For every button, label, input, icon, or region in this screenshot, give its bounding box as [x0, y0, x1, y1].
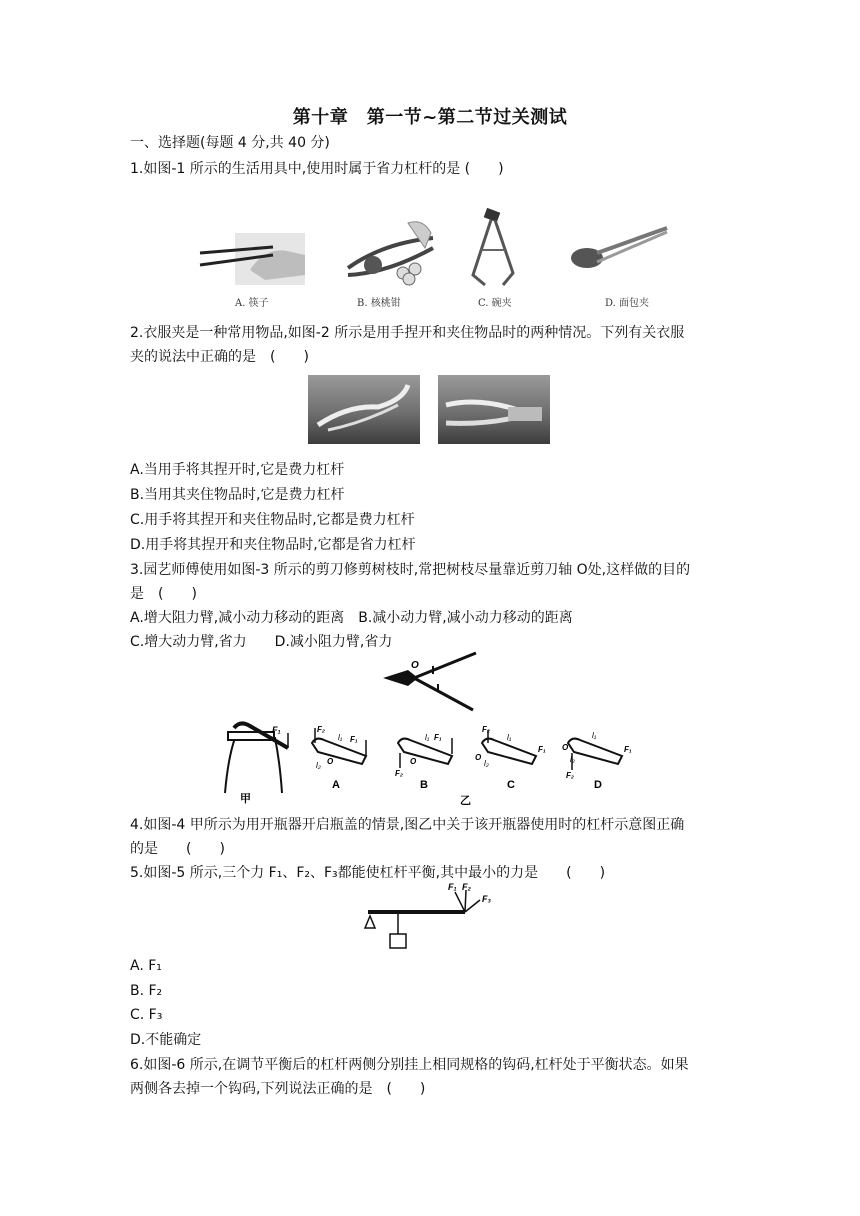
q3-stem-line2: 是 ( ): [130, 586, 197, 602]
q1-caption-a: A. 筷子: [235, 298, 269, 309]
svg-text:F₁: F₁: [350, 735, 358, 744]
q1-figure: [195, 205, 675, 310]
f3-label: F₃: [482, 894, 491, 904]
q1-caption-d: D. 面包夹: [605, 298, 650, 309]
q1-caption-c: C. 碗夹: [478, 298, 512, 309]
q6-stem-line1: 6.如图-6 所示,在调节平衡后的杠杆两侧分别挂上相同规格的钩码,杠杆处于平衡状态。如果: [130, 1057, 689, 1073]
svg-text:O: O: [410, 757, 417, 766]
svg-text:O: O: [475, 753, 482, 762]
bottle-opener-scene: [225, 723, 288, 793]
q2-stem-line2: 夹的说法中正确的是 ( ): [130, 349, 309, 365]
label-c: C: [507, 779, 515, 791]
svg-text:F₂: F₂: [566, 771, 574, 780]
q3-options-line1: A.增大阻力臂,减小动力移动的距离 B.减小动力臂,减小动力移动的距离: [130, 610, 573, 626]
label-yi: 乙: [460, 795, 471, 807]
diagram-c: [475, 725, 546, 791]
lever-three-forces-figure: [360, 880, 510, 950]
pivot-o-label: O: [411, 660, 419, 671]
svg-text:F₁: F₁: [272, 725, 281, 735]
f2-label: F₂: [462, 882, 471, 892]
svg-text:F₂: F₂: [482, 725, 490, 734]
label-b: B: [420, 779, 428, 791]
q3-options-line2: C.增大动力臂,省力 D.减小阻力臂,省力: [130, 634, 393, 650]
q4-stem-line1: 4.如图-4 甲所示为用开瓶器开启瓶盖的情景,图乙中关于该开瓶器使用时的杠杆示意图正确: [130, 817, 685, 833]
svg-text:l₁: l₁: [338, 733, 343, 742]
q3-stem-line1: 3.园艺师傅使用如图-3 所示的剪刀修剪树枝时,常把树枝尽量靠近剪刀轴 O处,这样做的目的: [130, 562, 691, 578]
svg-text:F₁: F₁: [538, 745, 546, 754]
q2-option-d: D.用手将其捏开和夹住物品时,它都是省力杠杆: [130, 537, 416, 553]
svg-text:l₁: l₁: [507, 733, 512, 742]
bread-tongs-image: [567, 220, 672, 280]
q5-option-c: C. F₃: [130, 1007, 163, 1023]
diagram-d: [562, 731, 632, 791]
q2-option-a: A.当用手将其捏开时,它是费力杠杆: [130, 462, 345, 478]
svg-text:O: O: [562, 743, 569, 752]
svg-text:l₂: l₂: [484, 759, 489, 768]
label-d: D: [594, 779, 602, 791]
label-a: A: [332, 779, 340, 791]
q5-option-d: D.不能确定: [130, 1032, 202, 1048]
q4-stem-line2: 的是 ( ): [130, 841, 225, 857]
q2-stem-line1: 2.衣服夹是一种常用物品,如图-2 所示是用手捏开和夹住物品时的两种情况。下列有关衣服: [130, 325, 685, 341]
svg-text:l₂: l₂: [316, 761, 321, 770]
bottle-opener-figure: [220, 718, 640, 808]
svg-text:l₁: l₁: [425, 733, 430, 742]
f1-label: F₁: [448, 882, 457, 892]
q2-option-c: C.用手将其捏开和夹住物品时,它都是费力杠杆: [130, 512, 415, 528]
clothespin-open-photo: [308, 375, 420, 444]
label-jia: 甲: [240, 793, 251, 805]
diagram-b: [395, 733, 452, 791]
q5-option-a: A. F₁: [130, 958, 162, 974]
q5-option-b: B. F₂: [130, 983, 163, 999]
diagram-a: [312, 725, 366, 791]
svg-text:O: O: [327, 757, 334, 766]
clothespin-clamped-photo: [438, 375, 550, 444]
svg-text:F₁: F₁: [434, 733, 442, 742]
chopsticks-image: [195, 225, 305, 285]
svg-text:l₁: l₁: [592, 731, 597, 740]
q5-stem: 5.如图-5 所示,三个力 F₁、F₂、F₃都能使杠杆平衡,其中最小的力是 ( ): [130, 865, 606, 881]
nutcracker-image: [343, 213, 438, 288]
bowl-clamp-image: [463, 205, 533, 290]
q2-option-b: B.当用其夹住物品时,它是费力杠杆: [130, 487, 345, 503]
svg-text:F₁: F₁: [624, 745, 632, 754]
svg-text:F₂: F₂: [395, 769, 403, 778]
pruning-shears-figure: [378, 648, 478, 714]
page-title: 第十章 第一节~第二节过关测试: [292, 107, 568, 128]
q1-stem: 1.如图-1 所示的生活用具中,使用时属于省力杠杆的是 ( ): [130, 161, 504, 177]
q6-stem-line2: 两侧各去掉一个钩码,下列说法正确的是 ( ): [130, 1081, 426, 1097]
svg-text:l₂: l₂: [570, 755, 575, 764]
q1-caption-b: B. 核桃钳: [357, 298, 401, 309]
section-heading: 一、选择题(每题 4 分,共 40 分): [130, 135, 330, 151]
svg-text:F₂: F₂: [317, 725, 325, 734]
